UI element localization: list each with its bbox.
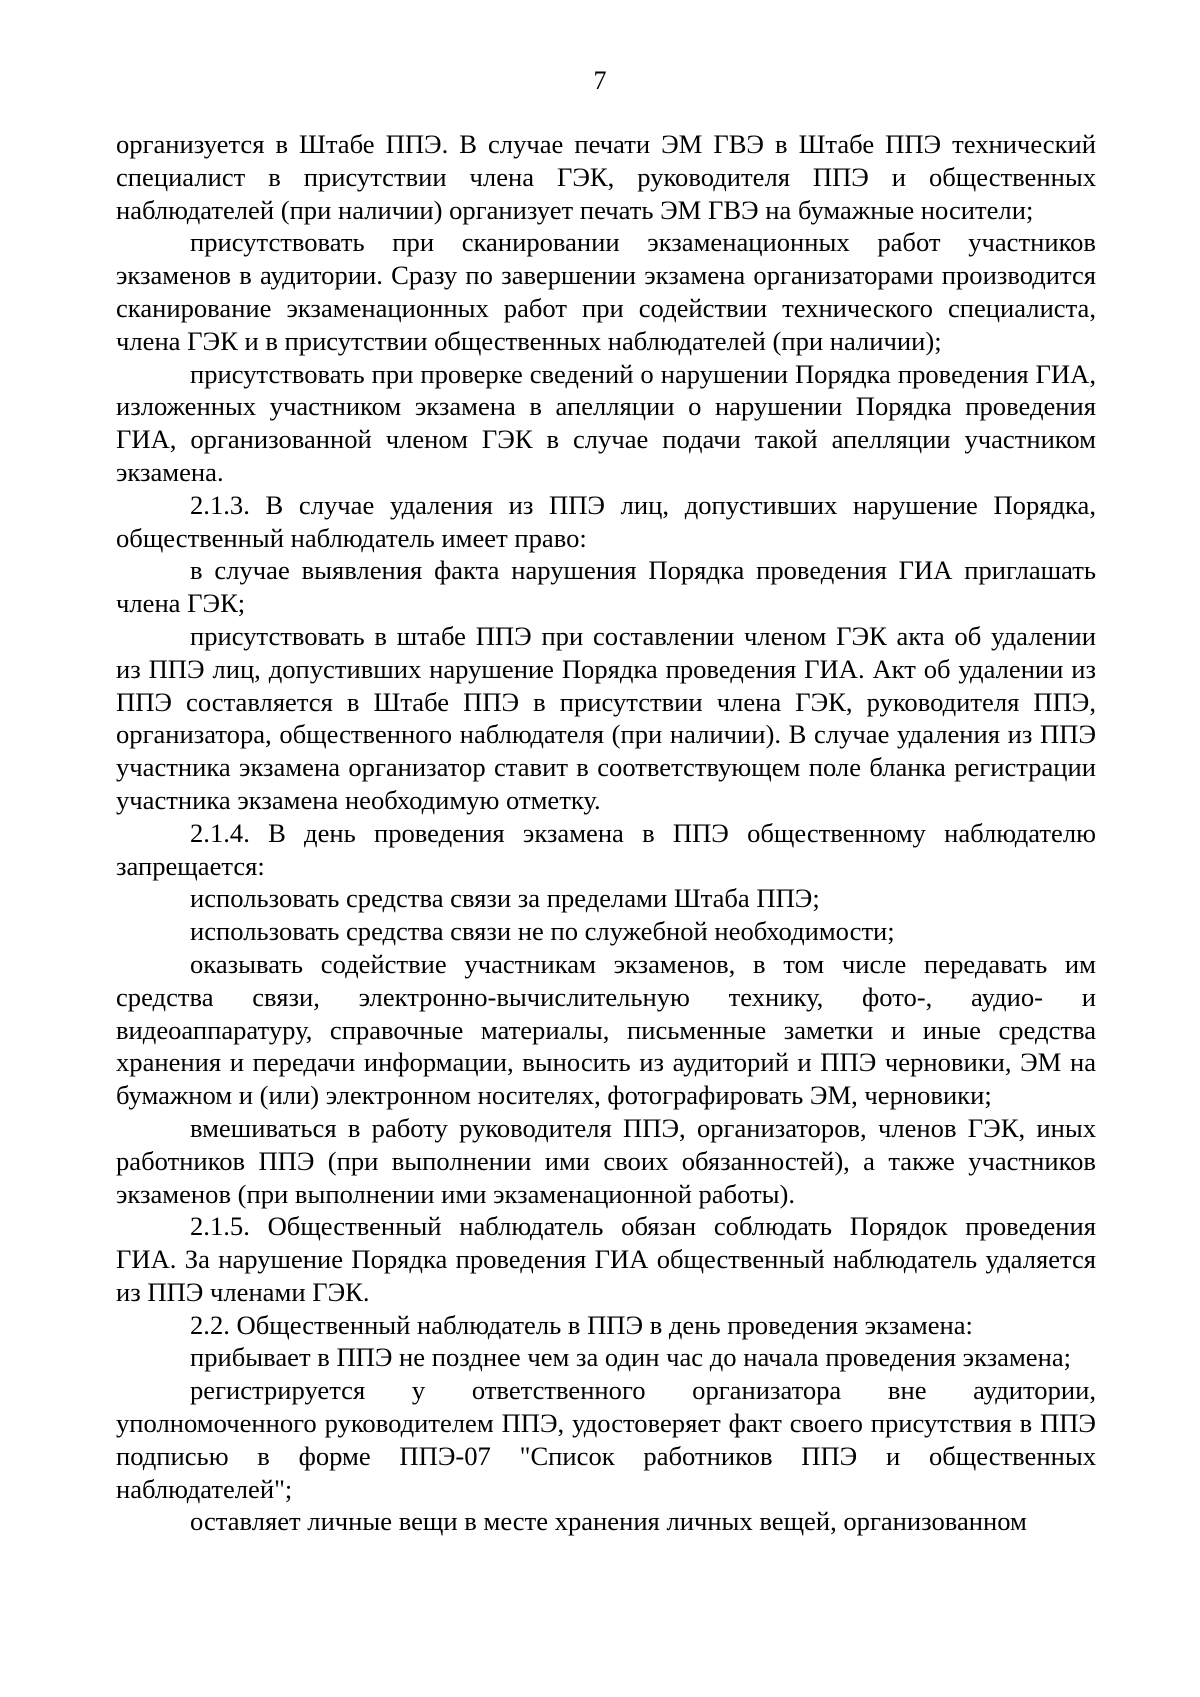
paragraph: вмешиваться в работу руководителя ППЭ, организаторов, членов ГЭК, иных работников ППЭ (при выполнении ими своих обязанностей), а также участников экзаменов (при выполнении ими экзаменационной работы).: [116, 1112, 1096, 1209]
paragraph: присутствовать в штабе ППЭ при составлении членом ГЭК акта об удалении из ППЭ лиц, допустивших нарушение Порядка проведения ГИА. Акт об удалении из ППЭ составляется в Штабе ППЭ в присутствии члена ГЭК, руководителя ППЭ, организатора, общественного наблюдателя (при наличии). В случае удаления из ППЭ участника экзамена организатор ставит в соответствующем поле бланка регистрации участника экзамена необходимую отметку.: [116, 620, 1096, 815]
paragraph: присутствовать при сканировании экзаменационных работ участников экзаменов в аудитории. Сразу по завершении экзамена организаторами производится сканирование экзаменационных работ при содействии технического специалиста, члена ГЭК и в присутствии общественных наблюдателей (при наличии);: [116, 227, 1096, 356]
paragraph: 2.1.3. В случае удаления из ППЭ лиц, допустивших нарушение Порядка, общественный наблюдатель имеет право:: [116, 489, 1096, 553]
paragraph: в случае выявления факта нарушения Порядка проведения ГИА приглашать члена ГЭК;: [116, 555, 1096, 619]
paragraph: прибывает в ППЭ не позднее чем за один час до начала проведения экзамена;: [190, 1342, 1072, 1373]
document-body: [116, 128, 1096, 1538]
paragraph: присутствовать при проверке сведений о нарушении Порядка проведения ГИА, изложенных участником экзамена в апелляции о нарушении Порядка проведения ГИА, организованной членом ГЭК в случае подачи такой апелляции участником экзамена.: [116, 358, 1096, 487]
page-number: 7: [593, 66, 607, 95]
paragraph: регистрируется у ответственного организатора вне аудитории, уполномоченного руководителем ППЭ, удостоверяет факт своего присутствия в ППЭ подписью в форме ППЭ-07 "Список работников ППЭ и общественных наблюдателей";: [116, 1375, 1096, 1504]
paragraph: 2.1.4. В день проведения экзамена в ППЭ общественному наблюдателю запрещается:: [116, 817, 1096, 881]
paragraph: 2.2. Общественный наблюдатель в ППЭ в день проведения экзамена:: [190, 1309, 973, 1340]
paragraph: использовать средства связи не по служебной необходимости;: [190, 916, 895, 947]
paragraph: оказывать содействие участникам экзаменов, в том числе передавать им средства связи, электронно-вычислительную технику, фото-, аудио- и видеоаппаратуру, справочные материалы, письменные заметки и иные средства хранения и передачи информации, выносить из аудиторий и ППЭ черновики, ЭМ на бумажном и (или) электронном носителях, фотографировать ЭМ, черновики;: [116, 948, 1096, 1111]
paragraph: 2.1.5. Общественный наблюдатель обязан соблюдать Порядок проведения ГИА. За нарушение Порядка проведения ГИА общественный наблюдатель удаляется из ППЭ членами ГЭК.: [116, 1211, 1096, 1307]
paragraph: использовать средства связи за пределами Штаба ППЭ;: [190, 883, 820, 914]
paragraph: оставляет личные вещи в месте хранения личных вещей, организованном: [190, 1506, 1027, 1537]
paragraph: организуется в Штабе ППЭ. В случае печати ЭМ ГВЭ в Штабе ППЭ технический специалист в присутствии члена ГЭК, руководителя ППЭ и общественных наблюдателей (при наличии) организует печать ЭМ ГВЭ на бумажные носители;: [116, 129, 1096, 225]
